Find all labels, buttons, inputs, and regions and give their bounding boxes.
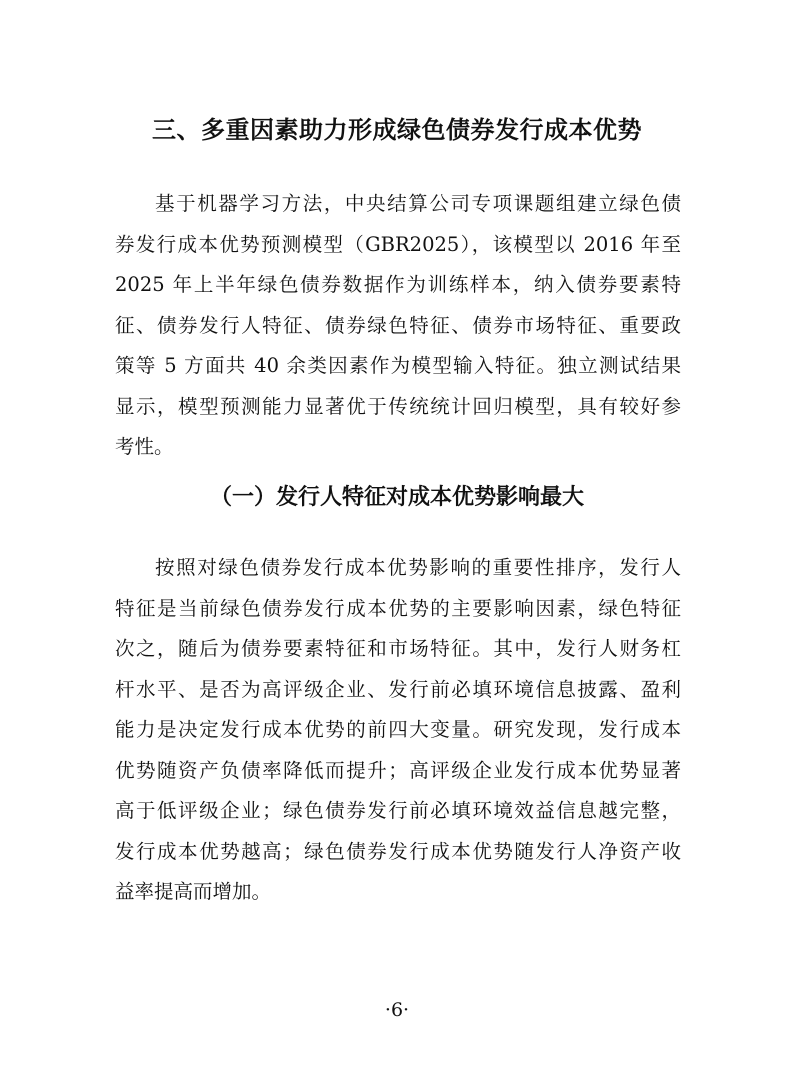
subsection-heading: （一）发行人特征对成本优势影响最大 bbox=[209, 485, 584, 510]
paragraph-line: 发行成本优势越高；绿色债券发行成本优势随发行人净资产收 bbox=[115, 839, 681, 863]
paragraph-issuer-characteristics bbox=[115, 548, 681, 913]
paragraph-line: 显示，模型预测能力显著优于传统统计回归模型，具有较好参 bbox=[115, 394, 681, 418]
paragraph-line: 益率提高而增加。 bbox=[115, 880, 272, 903]
paragraph-line: 考性。 bbox=[115, 435, 174, 458]
paragraph-line: 杆水平、是否为高评级企业、发行前必填环境信息披露、盈利 bbox=[115, 677, 681, 701]
paragraph-line: 特征是当前绿色债券发行成本优势的主要影响因素，绿色特征 bbox=[115, 596, 681, 620]
paragraph-line: 次之，随后为债券要素特征和市场特征。其中，发行人财务杠 bbox=[115, 637, 681, 660]
paragraph-line: 2025 年上半年绿色债券数据作为训练样本，纳入债券要素特 bbox=[115, 273, 681, 296]
paragraph-line: 券发行成本优势预测模型（GBR2025），该模型以 2016 年至 bbox=[115, 232, 681, 256]
paragraph-line: 高于低评级企业；绿色债券发行前必填环境效益信息越完整， bbox=[115, 799, 681, 822]
section-heading: 三、多重因素助力形成绿色债券发行成本优势 bbox=[152, 116, 642, 144]
paragraph-line: 能力是决定发行成本优势的前四大变量。研究发现，发行成本 bbox=[115, 718, 681, 741]
paragraph-line: 征、债券发行人特征、债券绿色特征、债券市场特征、重要政 bbox=[115, 313, 681, 337]
paragraph-line: 按照对绿色债券发行成本优势影响的重要性排序，发行人 bbox=[155, 556, 681, 579]
page-number: ·6· bbox=[384, 999, 410, 1021]
paragraph-line: 策等 5 方面共 40 余类因素作为模型输入特征。独立测试结果 bbox=[115, 354, 681, 377]
paragraph-model-description bbox=[115, 184, 681, 468]
paragraph-line: 优势随资产负债率降低而提升；高评级企业发行成本优势显著 bbox=[115, 758, 681, 782]
paragraph-line: 基于机器学习方法，中央结算公司专项课题组建立绿色债 bbox=[155, 192, 681, 215]
